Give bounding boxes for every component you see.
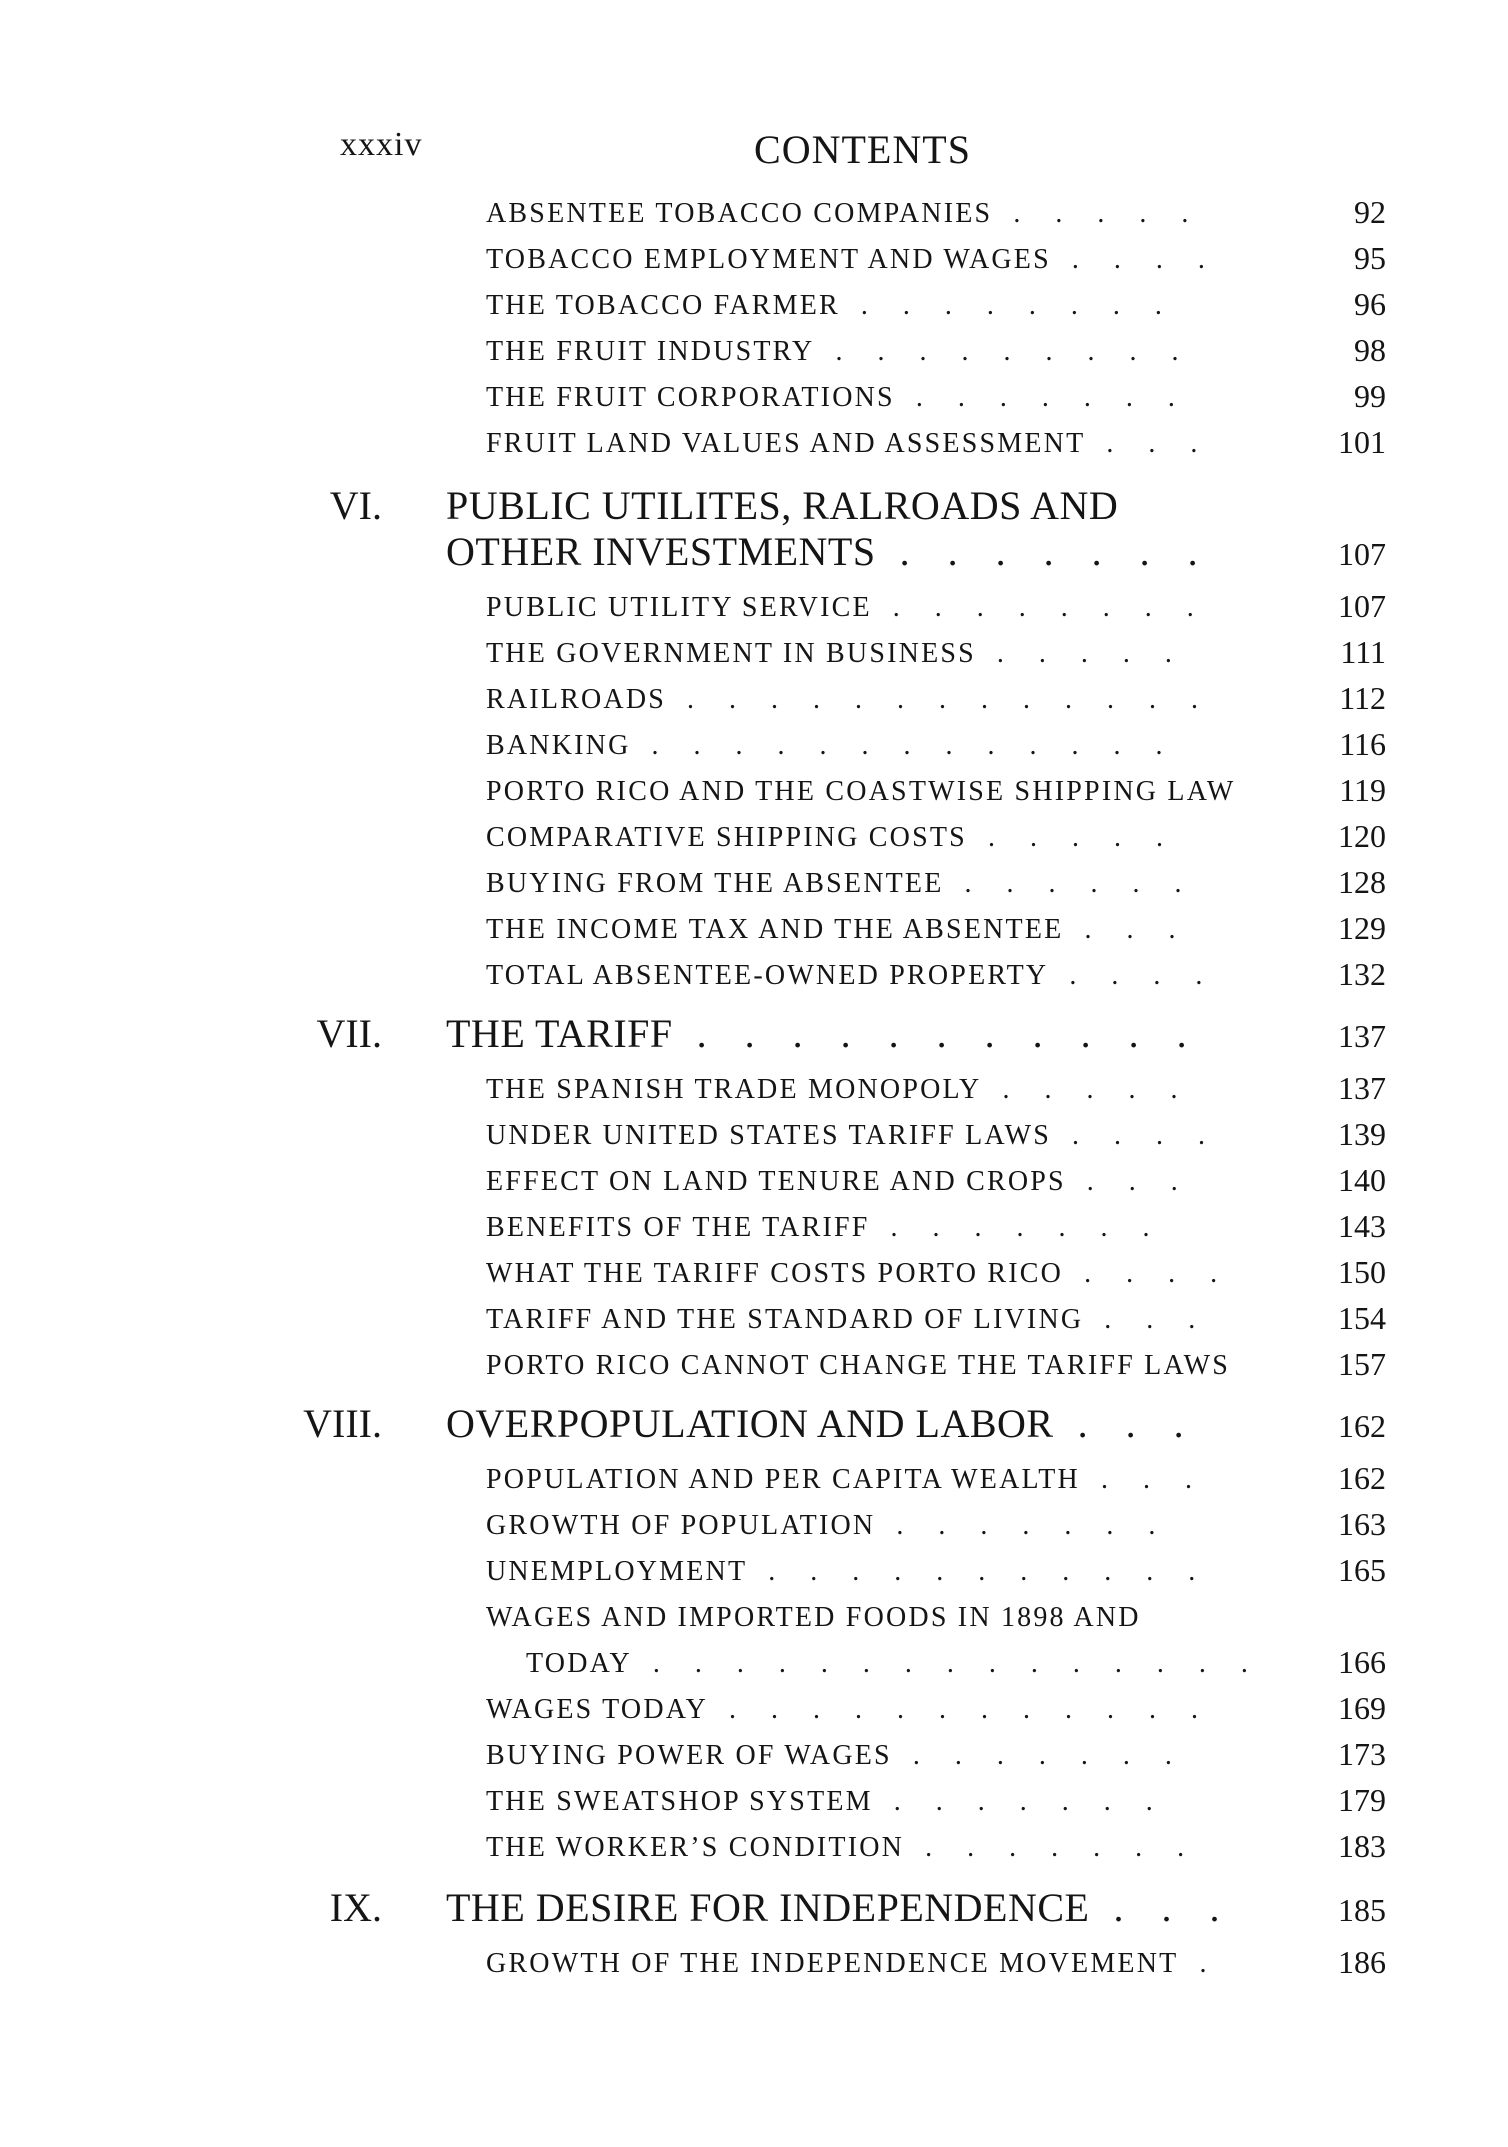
section-title: WHAT THE TARIFF COSTS PORTO RICO . . . . — [486, 1258, 1232, 1289]
page-header — [340, 126, 1385, 176]
dot-leader: . . . . . . . . . . . — [672, 1011, 1201, 1056]
page-number: 98 — [1354, 332, 1386, 368]
section-entry — [0, 584, 1508, 630]
section-title: RAILROADS . . . . . . . . . . . . . — [486, 684, 1213, 715]
section-title: COMPARATIVE SHIPPING COSTS . . . . . — [486, 822, 1177, 853]
section-title: THE GOVERNMENT IN BUSINESS . . . . . — [486, 638, 1186, 669]
section-entry — [0, 1686, 1508, 1732]
dot-leader: . . . . — [1050, 1120, 1219, 1151]
dot-leader: . . . . — [1048, 960, 1217, 991]
section-entry — [0, 282, 1508, 328]
dot-leader: . . . . — [1050, 244, 1219, 275]
section-entry — [0, 374, 1508, 420]
section-entry — [0, 1158, 1508, 1204]
section-title: POPULATION AND PER CAPITA WEALTH . . . — [486, 1464, 1206, 1495]
section-entry — [0, 1112, 1508, 1158]
page-number: 186 — [1338, 1944, 1386, 1980]
page-number: 107 — [1338, 588, 1386, 624]
dot-leader: . . . . . . — [943, 868, 1196, 899]
section-title: TODAY . . . . . . . . . . . . . . . — [526, 1648, 1262, 1679]
section-entry — [0, 722, 1508, 768]
page-number: 111 — [1340, 634, 1386, 670]
page-number: 154 — [1338, 1300, 1386, 1336]
section-entry — [0, 1204, 1508, 1250]
chapter-title: THE DESIRE FOR INDEPENDENCE . . . — [446, 1885, 1234, 1930]
section-entry — [0, 1640, 1508, 1686]
section-entry — [0, 328, 1508, 374]
section-title: GROWTH OF THE INDEPENDENCE MOVEMENT . — [486, 1948, 1221, 1979]
page-number: 179 — [1338, 1782, 1386, 1818]
dot-leader: . . . — [1085, 428, 1212, 459]
dot-leader: . . . . . — [975, 638, 1186, 669]
section-title: TOBACCO EMPLOYMENT AND WAGES . . . . — [486, 244, 1219, 275]
dot-leader: . . . — [1089, 1885, 1234, 1930]
section-title: THE SPANISH TRADE MONOPOLY . . . . . — [486, 1074, 1192, 1105]
section-title: THE FRUIT CORPORATIONS . . . . . . . — [486, 382, 1189, 413]
page-number: 129 — [1338, 910, 1386, 946]
page-number: 128 — [1338, 864, 1386, 900]
page-number: 107 — [1338, 536, 1386, 572]
section-entry — [0, 1732, 1508, 1778]
section-title: PUBLIC UTILITY SERVICE . . . . . . . . — [486, 592, 1208, 623]
section-title: THE WORKER’S CONDITION . . . . . . . — [486, 1832, 1199, 1863]
page-number: 166 — [1338, 1644, 1386, 1680]
section-title: WAGES AND IMPORTED FOODS IN 1898 AND — [486, 1602, 1141, 1633]
section-title: FRUIT LAND VALUES AND ASSESSMENT . . . — [486, 428, 1212, 459]
dot-leader: . . . . . . . — [904, 1832, 1199, 1863]
running-title: CONTENTS — [754, 127, 971, 172]
page-number: 116 — [1339, 726, 1386, 762]
chapter-title: OVERPOPULATION AND LABOR . . . — [446, 1401, 1198, 1446]
dot-leader: . . . . . . . . . . . . . — [630, 730, 1177, 761]
section-entry — [0, 1940, 1508, 1986]
chapter-number: IX. — [329, 1885, 382, 1930]
page-folio: xxxiv — [340, 126, 423, 163]
dot-leader: . . . . . . . — [869, 1212, 1164, 1243]
page-number: 163 — [1338, 1506, 1386, 1542]
dot-leader: . . . . — [1063, 1258, 1232, 1289]
chapter-title: THE TARIFF . . . . . . . . . . . — [446, 1011, 1201, 1056]
page-number: 183 — [1338, 1828, 1386, 1864]
dot-leader: . . . . . — [966, 822, 1177, 853]
section-title: BENEFITS OF THE TARIFF . . . . . . . — [486, 1212, 1164, 1243]
section-entry — [0, 768, 1508, 814]
page-number: 96 — [1354, 286, 1386, 322]
section-entry — [0, 190, 1508, 236]
section-title: BUYING POWER OF WAGES . . . . . . . — [486, 1740, 1186, 1771]
page-number: 139 — [1338, 1116, 1386, 1152]
dot-leader: . . . . . . . — [872, 1786, 1167, 1817]
page-number: 162 — [1338, 1408, 1386, 1444]
page-number: 173 — [1338, 1736, 1386, 1772]
section-entry — [0, 630, 1508, 676]
section-entry — [0, 1502, 1508, 1548]
section-entry — [0, 952, 1508, 998]
chapter-title: OTHER INVESTMENTS . . . . . . . — [446, 529, 1212, 574]
section-title: GROWTH OF POPULATION . . . . . . . — [486, 1510, 1170, 1541]
section-title: THE INCOME TAX AND THE ABSENTEE . . . — [486, 914, 1190, 945]
page-number: 157 — [1338, 1346, 1386, 1382]
dot-leader: . . . — [1053, 1401, 1198, 1446]
section-entry — [0, 1066, 1508, 1112]
section-title: THE SWEATSHOP SYSTEM . . . . . . . — [486, 1786, 1167, 1817]
section-entry — [0, 860, 1508, 906]
page-number: 92 — [1354, 194, 1386, 230]
dot-leader: . . . . . . . . . . . . . . . — [631, 1648, 1262, 1679]
page-number: 169 — [1338, 1690, 1386, 1726]
dot-leader: . . . — [1063, 914, 1190, 945]
page-number: 137 — [1338, 1070, 1386, 1106]
section-entry — [0, 676, 1508, 722]
page-number: 162 — [1338, 1460, 1386, 1496]
section-entry — [0, 236, 1508, 282]
section-entry — [0, 1296, 1508, 1342]
page-number: 165 — [1338, 1552, 1386, 1588]
dot-leader: . . . — [1083, 1304, 1210, 1335]
dot-leader: . . . . . . . . . — [814, 336, 1193, 367]
section-entry — [0, 906, 1508, 952]
chapter-entry — [0, 1884, 1508, 1930]
section-title: BUYING FROM THE ABSENTEE . . . . . . — [486, 868, 1196, 899]
chapter-entry — [0, 1010, 1508, 1056]
section-entry — [0, 1250, 1508, 1296]
dot-leader: . . . . . . . . . . . . — [708, 1694, 1213, 1725]
dot-leader: . . . . . . . — [891, 1740, 1186, 1771]
chapter-entry — [0, 1400, 1508, 1446]
dot-leader: . . . . . — [981, 1074, 1192, 1105]
page-number: 99 — [1354, 378, 1386, 414]
page-number: 101 — [1338, 424, 1386, 460]
dot-leader: . . . — [1079, 1464, 1206, 1495]
section-title: WAGES TODAY . . . . . . . . . . . . — [486, 1694, 1213, 1725]
page-number: 120 — [1338, 818, 1386, 854]
dot-leader: . . . . . . . — [894, 382, 1189, 413]
page-number: 150 — [1338, 1254, 1386, 1290]
chapter-number: VI. — [329, 483, 382, 528]
section-title: THE TOBACCO FARMER . . . . . . . . — [486, 290, 1176, 321]
section-entry — [0, 1548, 1508, 1594]
page-number: 185 — [1338, 1892, 1386, 1928]
section-title: UNDER UNITED STATES TARIFF LAWS . . . . — [486, 1120, 1219, 1151]
chapter-title: PUBLIC UTILITES, RALROADS AND — [446, 483, 1119, 528]
chapter-entry — [0, 528, 1508, 574]
section-entry — [0, 1456, 1508, 1502]
page-number: 143 — [1338, 1208, 1386, 1244]
page-number: 140 — [1338, 1162, 1386, 1198]
section-title: TARIFF AND THE STANDARD OF LIVING . . . — [486, 1304, 1210, 1335]
chapter-number: VII. — [316, 1011, 382, 1056]
page-number: 119 — [1339, 772, 1386, 808]
dot-leader: . . . . . . . . — [839, 290, 1176, 321]
section-entry — [0, 420, 1508, 466]
section-entry — [0, 1778, 1508, 1824]
section-entry — [0, 814, 1508, 860]
page-number: 95 — [1354, 240, 1386, 276]
page-number: 132 — [1338, 956, 1386, 992]
dot-leader: . . . . . . . . . . . . . — [666, 684, 1213, 715]
section-title: BANKING . . . . . . . . . . . . . — [486, 730, 1177, 761]
section-title: THE FRUIT INDUSTRY . . . . . . . . . — [486, 336, 1193, 367]
chapter-number: VIII. — [303, 1401, 382, 1446]
section-entry — [0, 1342, 1508, 1388]
dot-leader: . . . . . . . — [875, 1510, 1170, 1541]
section-title: PORTO RICO AND THE COASTWISE SHIPPING LAW — [486, 776, 1236, 807]
section-title: PORTO RICO CANNOT CHANGE THE TARIFF LAWS — [486, 1350, 1231, 1381]
dot-leader: . . . . . . . . . . . — [747, 1556, 1210, 1587]
section-entry — [0, 1594, 1508, 1640]
section-title: EFFECT ON LAND TENURE AND CROPS . . . — [486, 1166, 1192, 1197]
section-title: TOTAL ABSENTEE-OWNED PROPERTY . . . . — [486, 960, 1217, 991]
chapter-entry — [0, 482, 1508, 528]
dot-leader: . . . . . . . — [875, 529, 1212, 574]
dot-leader: . . . . . — [992, 198, 1203, 229]
page-number: 137 — [1338, 1018, 1386, 1054]
dot-leader: . — [1178, 1948, 1221, 1979]
dot-leader: . . . . . . . . — [871, 592, 1208, 623]
section-title: ABSENTEE TOBACCO COMPANIES . . . . . — [486, 198, 1203, 229]
dot-leader: . . . — [1065, 1166, 1192, 1197]
section-title: UNEMPLOYMENT . . . . . . . . . . . — [486, 1556, 1210, 1587]
page-number: 112 — [1339, 680, 1386, 716]
section-entry — [0, 1824, 1508, 1870]
